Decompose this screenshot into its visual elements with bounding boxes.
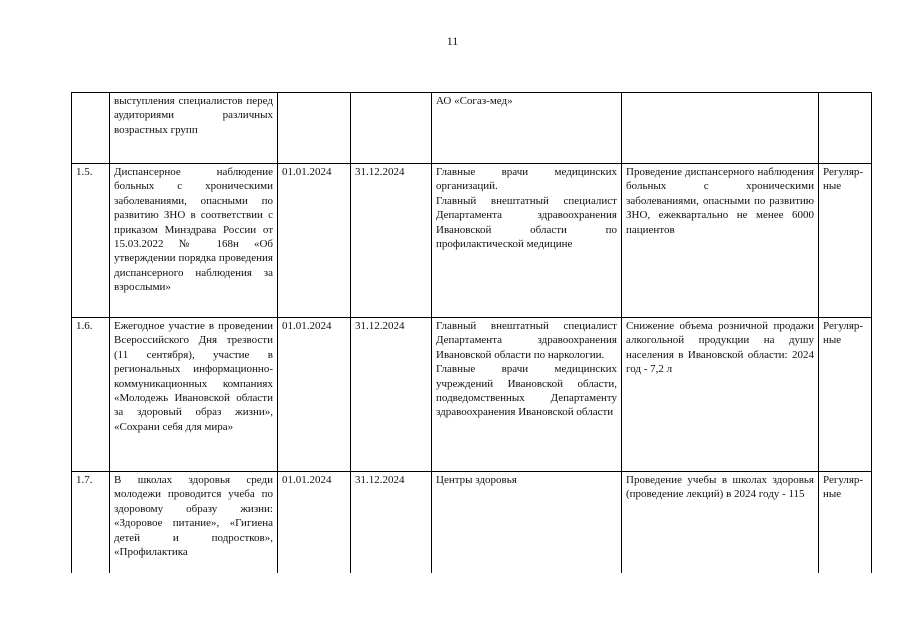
periodicity-cell: Регуляр-ные (819, 164, 872, 318)
row-number-cell: 1.5. (72, 164, 110, 318)
periodicity-cell: Регуляр-ные (819, 318, 872, 472)
result-cell: Проведение учебы в школах здоровья (проведение лекций) в 2024 году - 115 (622, 472, 819, 574)
result-cell: Проведение диспансерного наблюдения больных с хроническими заболеваниями, опасными по развитию ЗНО, ежеквартально не менее 6000 пациентов (622, 164, 819, 318)
end-date-cell: 31.12.2024 (351, 164, 432, 318)
periodicity-cell: Регуляр-ные (819, 472, 872, 574)
table-row (72, 164, 872, 318)
row-number-cell: 1.6. (72, 318, 110, 472)
end-date-cell: 31.12.2024 (351, 318, 432, 472)
end-date-cell: 31.12.2024 (351, 472, 432, 574)
periodicity-cell (819, 93, 872, 164)
row-number-cell: 1.7. (72, 472, 110, 574)
responsible-cell: Центры здоровья (432, 472, 622, 574)
event-cell: Диспансерное наблюдение больных с хроническими заболеваниями, опасными по развитию ЗНО в соответствии с приказом Минздрава России от 15.03.2022 № 168н «Об утверждении порядка проведения диспансерного наблюдения за взрослыми» (110, 164, 278, 318)
activities-table (71, 92, 872, 573)
table-row (72, 472, 872, 574)
responsible-cell: Главный внештатный специалист Департамента здравоохранения Ивановской области по наркологии. Главные врачи медицинских учреждений Ивановской области, подведомственных Департаменту здравоохранения Ивановской области (432, 318, 622, 472)
start-date-cell (278, 93, 351, 164)
start-date-cell: 01.01.2024 (278, 318, 351, 472)
result-cell (622, 93, 819, 164)
page-number: 11 (446, 34, 459, 48)
event-cell: Ежегодное участие в проведении Всероссийского Дня трезвости (11 сентября), участие в региональных информационно-коммуникационных компаниях «Молодежь Ивановской области за здоровый образ жизни», «Сохрани себя для мира» (110, 318, 278, 472)
event-cell: выступления специалистов перед аудиториями различных возрастных групп (110, 93, 278, 164)
event-cell: В школах здоровья среди молодежи проводится учеба по здоровому образу жизни: «Здоровое питание», «Гигиена детей и подростков», «Профилактика (110, 472, 278, 574)
row-number-cell (72, 93, 110, 164)
table-row (72, 318, 872, 472)
end-date-cell (351, 93, 432, 164)
table-row (72, 93, 872, 164)
responsible-cell: Главные врачи медицинских организаций. Главный внештатный специалист Департамента здравоохранения Ивановской области по профилактической медицине (432, 164, 622, 318)
start-date-cell: 01.01.2024 (278, 164, 351, 318)
result-cell: Снижение объема розничной продажи алкогольной продукции на душу населения в Ивановской области: 2024 год - 7,2 л (622, 318, 819, 472)
start-date-cell: 01.01.2024 (278, 472, 351, 574)
responsible-cell: АО «Согаз-мед» (432, 93, 622, 164)
